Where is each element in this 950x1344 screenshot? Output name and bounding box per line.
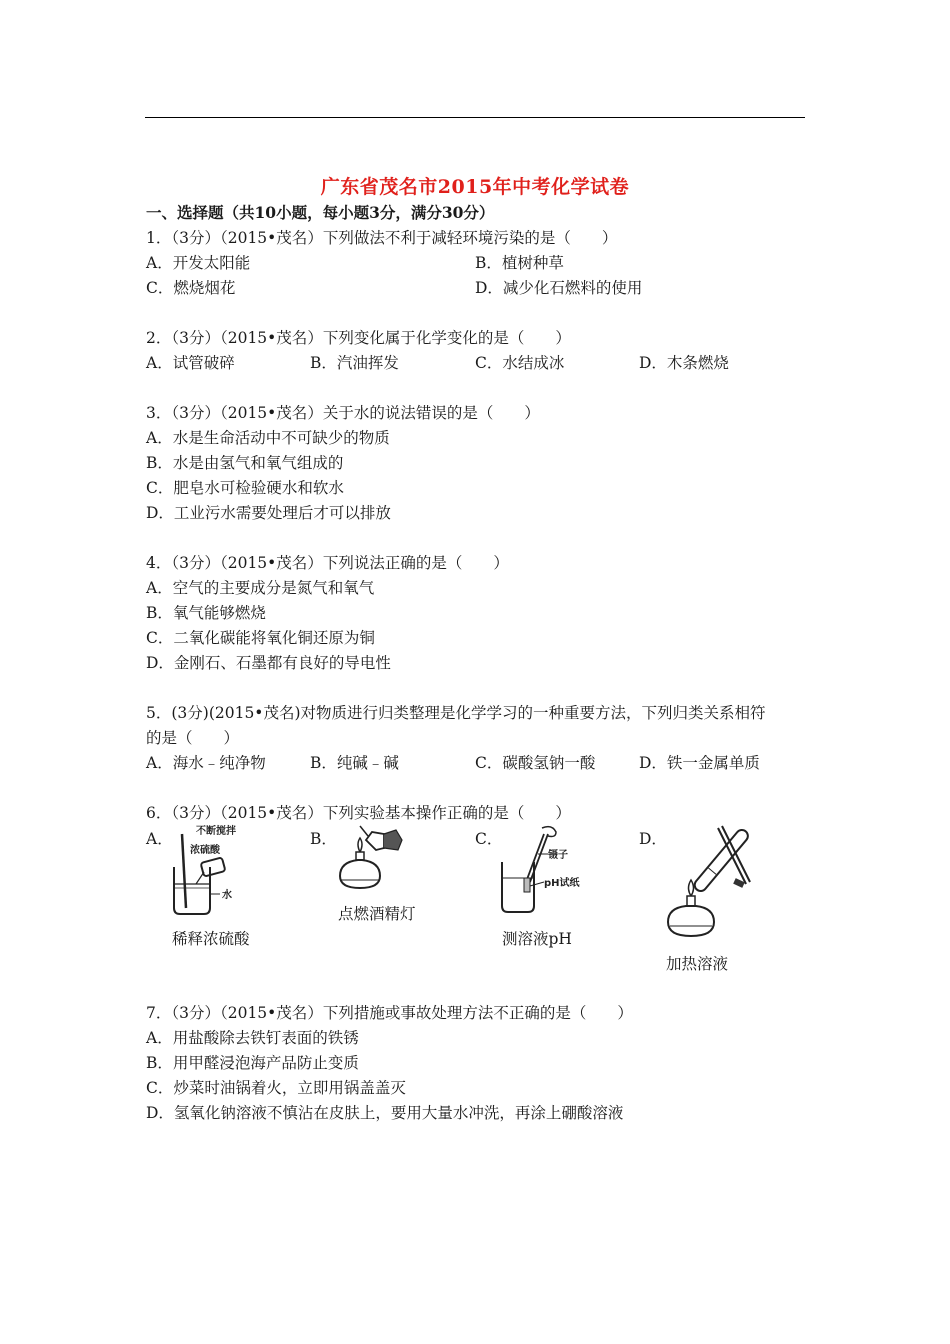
label-ph-paper: pH试纸 (544, 878, 580, 889)
question-6-option-a: A． (146, 830, 173, 848)
question-7-option-b: B．用甲醛浸泡海产品防止变质 (146, 1054, 359, 1072)
question-1-stem: 1．（3分）（2015•茂名）下列做法不利于减轻环境污染的是（ ） (146, 229, 618, 247)
question-1-option-d: D．减少化石燃料的使用 (475, 279, 643, 297)
question-4-option-a: A．空气的主要成分是氮气和氧气 (146, 579, 375, 597)
question-4-option-c: C．二氧化碳能将氧化铜还原为铜 (146, 629, 375, 647)
caption-ph-measure: 测溶液pH (502, 930, 572, 948)
ph-measure-figure (490, 822, 590, 918)
question-2-option-d: D．木条燃烧 (639, 354, 729, 372)
question-5-stem-continued: 的是（ ） (146, 729, 240, 747)
question-2-option-a: A．试管破碎 (146, 354, 235, 372)
question-2-stem: 2．（3分）（2015•茂名）下列变化属于化学变化的是（ ） (146, 329, 571, 347)
caption-dilute-acid: 稀释浓硫酸 (172, 930, 250, 948)
question-2-option-b: B．汽油挥发 (310, 354, 399, 372)
question-3-stem: 3．（3分）（2015•茂名）关于水的说法错误的是（ ） (146, 404, 540, 422)
label-water: 水 (222, 890, 232, 901)
question-5-option-a: A．海水﹣纯净物 (146, 754, 266, 772)
dilute-acid-figure (160, 822, 250, 918)
question-5-stem: 5．(3分)(2015•茂名)对物质进行归类整理是化学学习的一种重要方法，下列归类关系相符 (146, 704, 766, 722)
question-7-option-a: A．用盐酸除去铁钉表面的铁锈 (146, 1029, 359, 1047)
question-5-option-b: B．纯碱﹣碱 (310, 754, 399, 772)
section-heading: 一、选择题（共10小题，每小题3分，满分30分） (146, 203, 495, 222)
question-3-option-c: C．肥皂水可检验硬水和软水 (146, 479, 344, 497)
question-4-option-b: B．氧气能够燃烧 (146, 604, 266, 622)
question-7-option-d: D．氢氧化钠溶液不慎沾在皮肤上，要用大量水冲洗，再涂上硼酸溶液 (146, 1104, 624, 1122)
label-tweezers: 镊子 (548, 850, 568, 861)
question-5-option-d: D．铁一金属单质 (639, 754, 760, 772)
question-3-option-b: B．水是由氢气和氧气组成的 (146, 454, 344, 472)
question-3-option-a: A．水是生命活动中不可缺少的物质 (146, 429, 390, 447)
question-2-option-c: C．水结成冰 (475, 354, 565, 372)
question-3-option-d: D．工业污水需要处理后才可以排放 (146, 504, 391, 522)
heating-solution-figure (660, 822, 760, 946)
question-1-option-c: C．燃烧烟花 (146, 279, 236, 297)
header-rule (145, 117, 805, 118)
question-4-stem: 4．（3分）（2015•茂名）下列说法正确的是（ ） (146, 554, 509, 572)
question-1-option-a: A．开发太阳能 (146, 254, 251, 272)
label-concentrated-acid: 浓硫酸 (190, 845, 220, 856)
question-4-option-d: D．金刚石、石墨都有良好的导电性 (146, 654, 391, 672)
caption-heating-solution: 加热溶液 (666, 955, 729, 973)
question-6-option-b: B． (310, 830, 337, 848)
question-6-stem: 6．（3分）（2015•茂名）下列实验基本操作正确的是（ ） (146, 804, 571, 822)
caption-alcohol-lamp: 点燃酒精灯 (338, 905, 416, 923)
question-6-option-c: C． (475, 830, 503, 848)
question-7-stem: 7．（3分）（2015•茂名）下列措施或事故处理方法不正确的是（ ） (146, 1004, 633, 1022)
label-stir: 不断搅拌 (196, 826, 236, 837)
alcohol-lamp-figure (332, 822, 412, 894)
page-title: 广东省茂名市2015年中考化学试卷 (320, 176, 630, 198)
question-7-option-c: C．炒菜时油锅着火，立即用锅盖盖灭 (146, 1079, 406, 1097)
question-6-option-d: D． (639, 830, 667, 848)
question-1-option-b: B．植树种草 (475, 254, 564, 272)
question-5-option-c: C．碳酸氢钠一酸 (475, 754, 596, 772)
